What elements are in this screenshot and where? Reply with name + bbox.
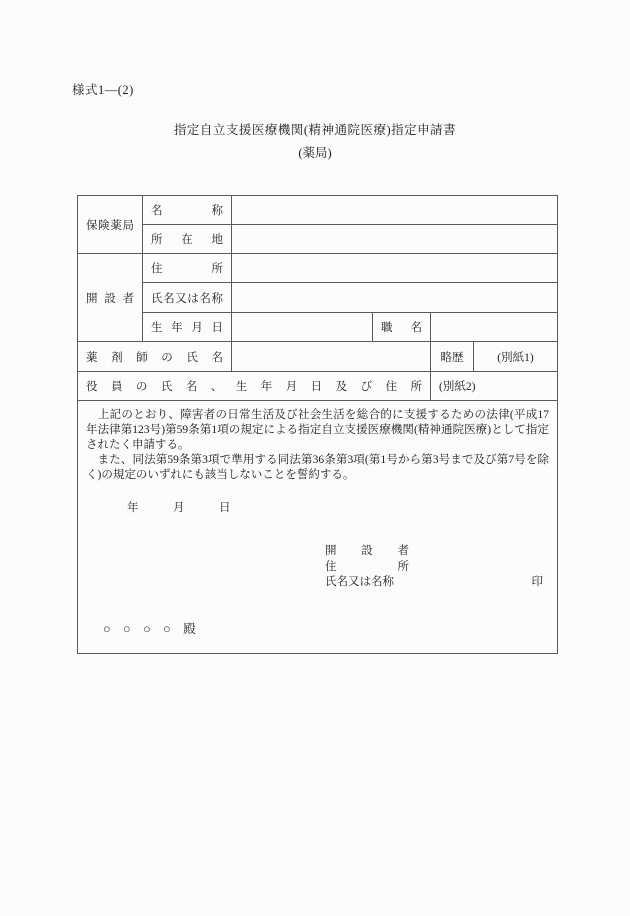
input-birthdate[interactable] — [232, 313, 373, 342]
signature-name-label: 氏名又は名称 — [325, 576, 394, 588]
field-label-job-title: 職名 — [373, 313, 431, 342]
input-job-title[interactable] — [431, 313, 558, 342]
declaration-paragraph-2: また、同法第59条第3項で準用する同法第36条第3項(第1号から第3号まで及び第7号を除く)の規定のいずれにも該当しないことを誓約する。 — [86, 454, 549, 481]
form-number: 様式1―(2) — [72, 83, 134, 97]
field-label-officers: 役員の氏名、生年月日及び住所 — [78, 372, 431, 401]
signature-name-row[interactable] — [325, 575, 543, 591]
signature-address-label[interactable]: 住所 — [325, 560, 409, 573]
field-label-pharmacist-name: 薬剤師の氏名 — [78, 342, 232, 372]
group-label-insurance-pharmacy: 保険薬局 — [78, 196, 143, 254]
field-label-pharmacy-name: 名称 — [143, 196, 232, 225]
signature-block — [325, 544, 543, 591]
field-label-pharmacy-location: 所在地 — [143, 225, 232, 254]
date-line[interactable]: 年 月 日 — [127, 502, 231, 514]
field-label-founder-name: 氏名又は名称 — [143, 283, 232, 313]
input-founder-address[interactable] — [232, 254, 558, 283]
declaration-paragraphs — [86, 408, 549, 483]
application-table — [77, 195, 558, 654]
input-pharmacy-name[interactable] — [232, 196, 558, 225]
group-label-founder: 開設者 — [78, 254, 143, 342]
page-title: 指定自立支援医療機関(精神通院医療)指定申請書 — [173, 123, 457, 137]
label-career: 略歴 — [431, 342, 474, 372]
ref-officers-attachment: (別紙2) — [431, 372, 558, 401]
input-pharmacist-name[interactable] — [232, 342, 431, 372]
declaration-paragraph-1: 上記のとおり、障害者の日常生活及び社会生活を総合的に支援するための法律(平成17年法律第123号)第59条第1項の規定による指定自立支援医療機関(精神通院医療)として指定されたく申請する。 — [86, 409, 549, 451]
field-label-founder-address: 住所 — [143, 254, 232, 283]
declaration-cell — [78, 401, 558, 654]
page-subtitle: (薬局) — [298, 146, 332, 160]
ref-career-attachment: (別紙1) — [474, 342, 558, 372]
field-label-birthdate: 生年月日 — [143, 313, 232, 342]
seal-label: 印 — [531, 576, 543, 588]
signature-founder-label: 開設者 — [325, 545, 409, 557]
addressee-line: ○ ○ ○ ○ 殿 — [103, 622, 196, 636]
input-founder-name[interactable] — [232, 283, 558, 313]
input-pharmacy-location[interactable] — [232, 225, 558, 254]
